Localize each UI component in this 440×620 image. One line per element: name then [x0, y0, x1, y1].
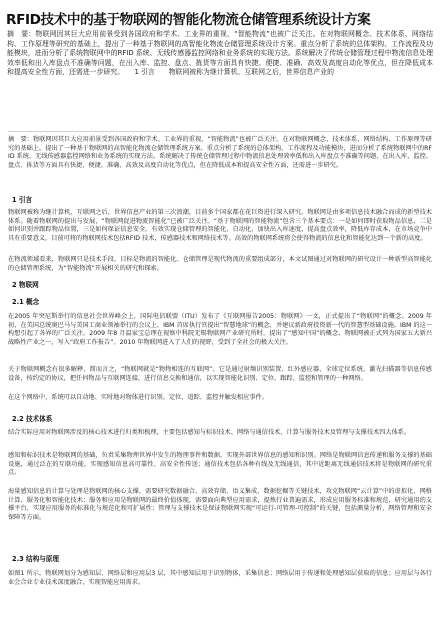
section-2-heading: 2 物联网 [12, 281, 39, 289]
section-1-paragraph-2: 在物流领域看来，物联网只是技术手段，目标是物流的智能化。仓储管理是现代物流的重要组成部分，本文试图通过对物联网的研究设计一种新型高智能化的仓储管理系统，为“智能物流”开展相关的研究和探索。 [8, 256, 432, 272]
abstract-repeat-paragraph: 摘 要：物联网因其巨大应用前景受到各国政府和学术、工业界的重视，“智能物流”也被广泛关注。在对物联网概念、技术体系、网络结构、工作原理等研究的基础上，提出了一种基于物联网的高智能化物流仓储管理系统方案。重点分析了系统的总体架构、工作流程及功能模块，进而分析了系统物联网中的RFID 系统、无线传感器监控网络和业务系统的实现方法。系统解决了传统仓储管理过程中物流信息处理效率低和出入库盘点不准确等问题，在出入库、监控、盘点、拣货等方面具有快捷、便捷、准确、高效及高度自动化等优点，但在降低成本和提高安全性方面，还需进一步研究。 [8, 136, 432, 169]
divider [8, 131, 432, 132]
section-2-1-heading: 2.1 概念 [12, 298, 40, 306]
section-2-2-heading: 2.2 技术体系 [12, 415, 53, 423]
section-2-1-paragraph-2: 关于物联网概念有很多解释，简而言之，“物联网就是“物物相连的互联网”。它是通过射频识别装置、红外感应器、全球定位系统、激光扫描器等信息传感设备，按约定的协议，把任何物品与互联网连接，进行信息交换和通信，以实现智能化识别、定位、跟踪、监控和管理的一种网络。 [8, 366, 432, 382]
section-1-paragraph-1: 物联网被称为继计算机、互联网之后，世界信息产业的第三次浪潮，目前多个国家都在花巨资进行深入研究。物联网是由多项信息技术融合而成的新型技术体系。随着物联网的提出与发展，“物联网促进物流智能化”已被广泛关注。“基于物联网的智能物流”包含三个基本要点：一是如何即时获取物品信息，二是如何识别并跟踪物品位置，三是如何保证信息安全。有效实现仓储管理的智能化、自动化，加快出入库速度，提高盘点效率，降低库存成本，在市场竞争中具有重要意义。目前可将的物联网技术包括RFID 技术，传感器技术和网络技术等。高效的物联网系统将会使得物流的信息化和智能化达到一个新的高度。 [8, 209, 432, 242]
section-1-heading: 1 引言 [12, 196, 33, 204]
section-2-2-paragraph-2: 感知和标识技术是物联网的基础，负责采集物理世界中发生的物理事件和数据，实现外部世界信息的感知和识别。网络是物联网信息传递和服务支撑的基础设施，通过泛在的互联功能，实现感知信息高可靠性、高安全性传送；通信技术包括各种有线及无线通信，其中近距离无线通信技术将是物联网的研究重点。 [8, 452, 432, 477]
section-2-3-heading: 2.3 结构与原理 [12, 555, 59, 563]
section-2-2-paragraph-3: 海量感知信息的计算与处理是物联网的核心支撑，需要研究数据融合、高效存储、语义集成、数据挖掘等关键技术，攻克物联网“云计算”中的虚拟化、网格计算、服务化和智能化技术；服务和应用是物联网的最终价值体现，需要面向典型应用需求，提炼行业普遍需求，形成应用服务标准和规范，研究通用的支撑平台，实现应用服务的标准化与规范化和可扩展性；管理与支撑技术是保证物联网实现“可运行-可管理-可控制”的关键，包括测量分析、网络管理和安全保障等方面。 [8, 488, 432, 521]
section-2-3-paragraph-1: 如图1 所示，物联网划分为感知层、网络层和应用层3 层，其中感知层用于识别物体，采集信息；网络层用于传递和处理感知层获取的信息；应用层与各行业会合业专业技术深度融合，实现智能应用需求。 [8, 570, 432, 586]
section-2-2-paragraph-1: 结合实际应用对物联网涉及的核心技术进行归类和梳理，主要包括感知与标识技术、网络与通信技术、计算与服务技术及管理与支撑技术四大体系。 [8, 429, 411, 436]
section-2-1-paragraph-3: 在这个网络中，系统可以自动地、实时地对物体进行识别、定位、追踪、监控并触发相应事件。 [8, 394, 268, 401]
page-title: RFID技术中的基于物联网的智能化物流仓储管理系统设计方案 [6, 12, 371, 28]
abstract-paragraph: 摘 要：物联网因其巨大应用前景受到各国政府和学术、工业界的重视，“智能物流”也被广泛关注。在对物联网概念、技术体系、网络结构、工作原理等研究的基础上，提出了一种基于物联网的高智能化物流仓储管理系统设计方案。重点分析了系统的总体架构、工作流程及功能模块，进而分析了系统物联网中的RFID 系统、无线传感器监控网络和业务系统的实现方法。系统解决了传统仓储管理过程中物流信息处理效率低和出入库盘点不准确等问题，在出入库、监控、盘点、拣货等方面具有快捷、便捷、准确、高效及高度自动化等优点，但在降低成本和提高安全性方面，还需进一步研究。 1 引言 物联网被称为继计算机、互联网之后，世界信息产业的 [7, 30, 433, 77]
section-2-1-paragraph-1: 在2005 年突尼斯举行的信息社会世界峰会上，国际电信联盟（ITU）发布了《互联网报告2005：物联网》一文，正式提出了“物联网”的概念。2009 年初，在美国总统奥巴马与美国工商业领袖举行的会议上，IBM 首席执行官提出“智慧地球”的概念，并建议新政府投资新一代的智慧型基础设施。IBM 的这一构想引起了各界的广泛关注。2009 年8 月温家宝总理在视察中科院无锡物联网产业研究所时，提出了“感知中国”的概念，物联网被正式列为国家五大新兴战略性产业之一，写入“政府工作报告”。2010 年物联网进入了人们的视野，受到了全社会的极大关注。 [8, 313, 432, 346]
